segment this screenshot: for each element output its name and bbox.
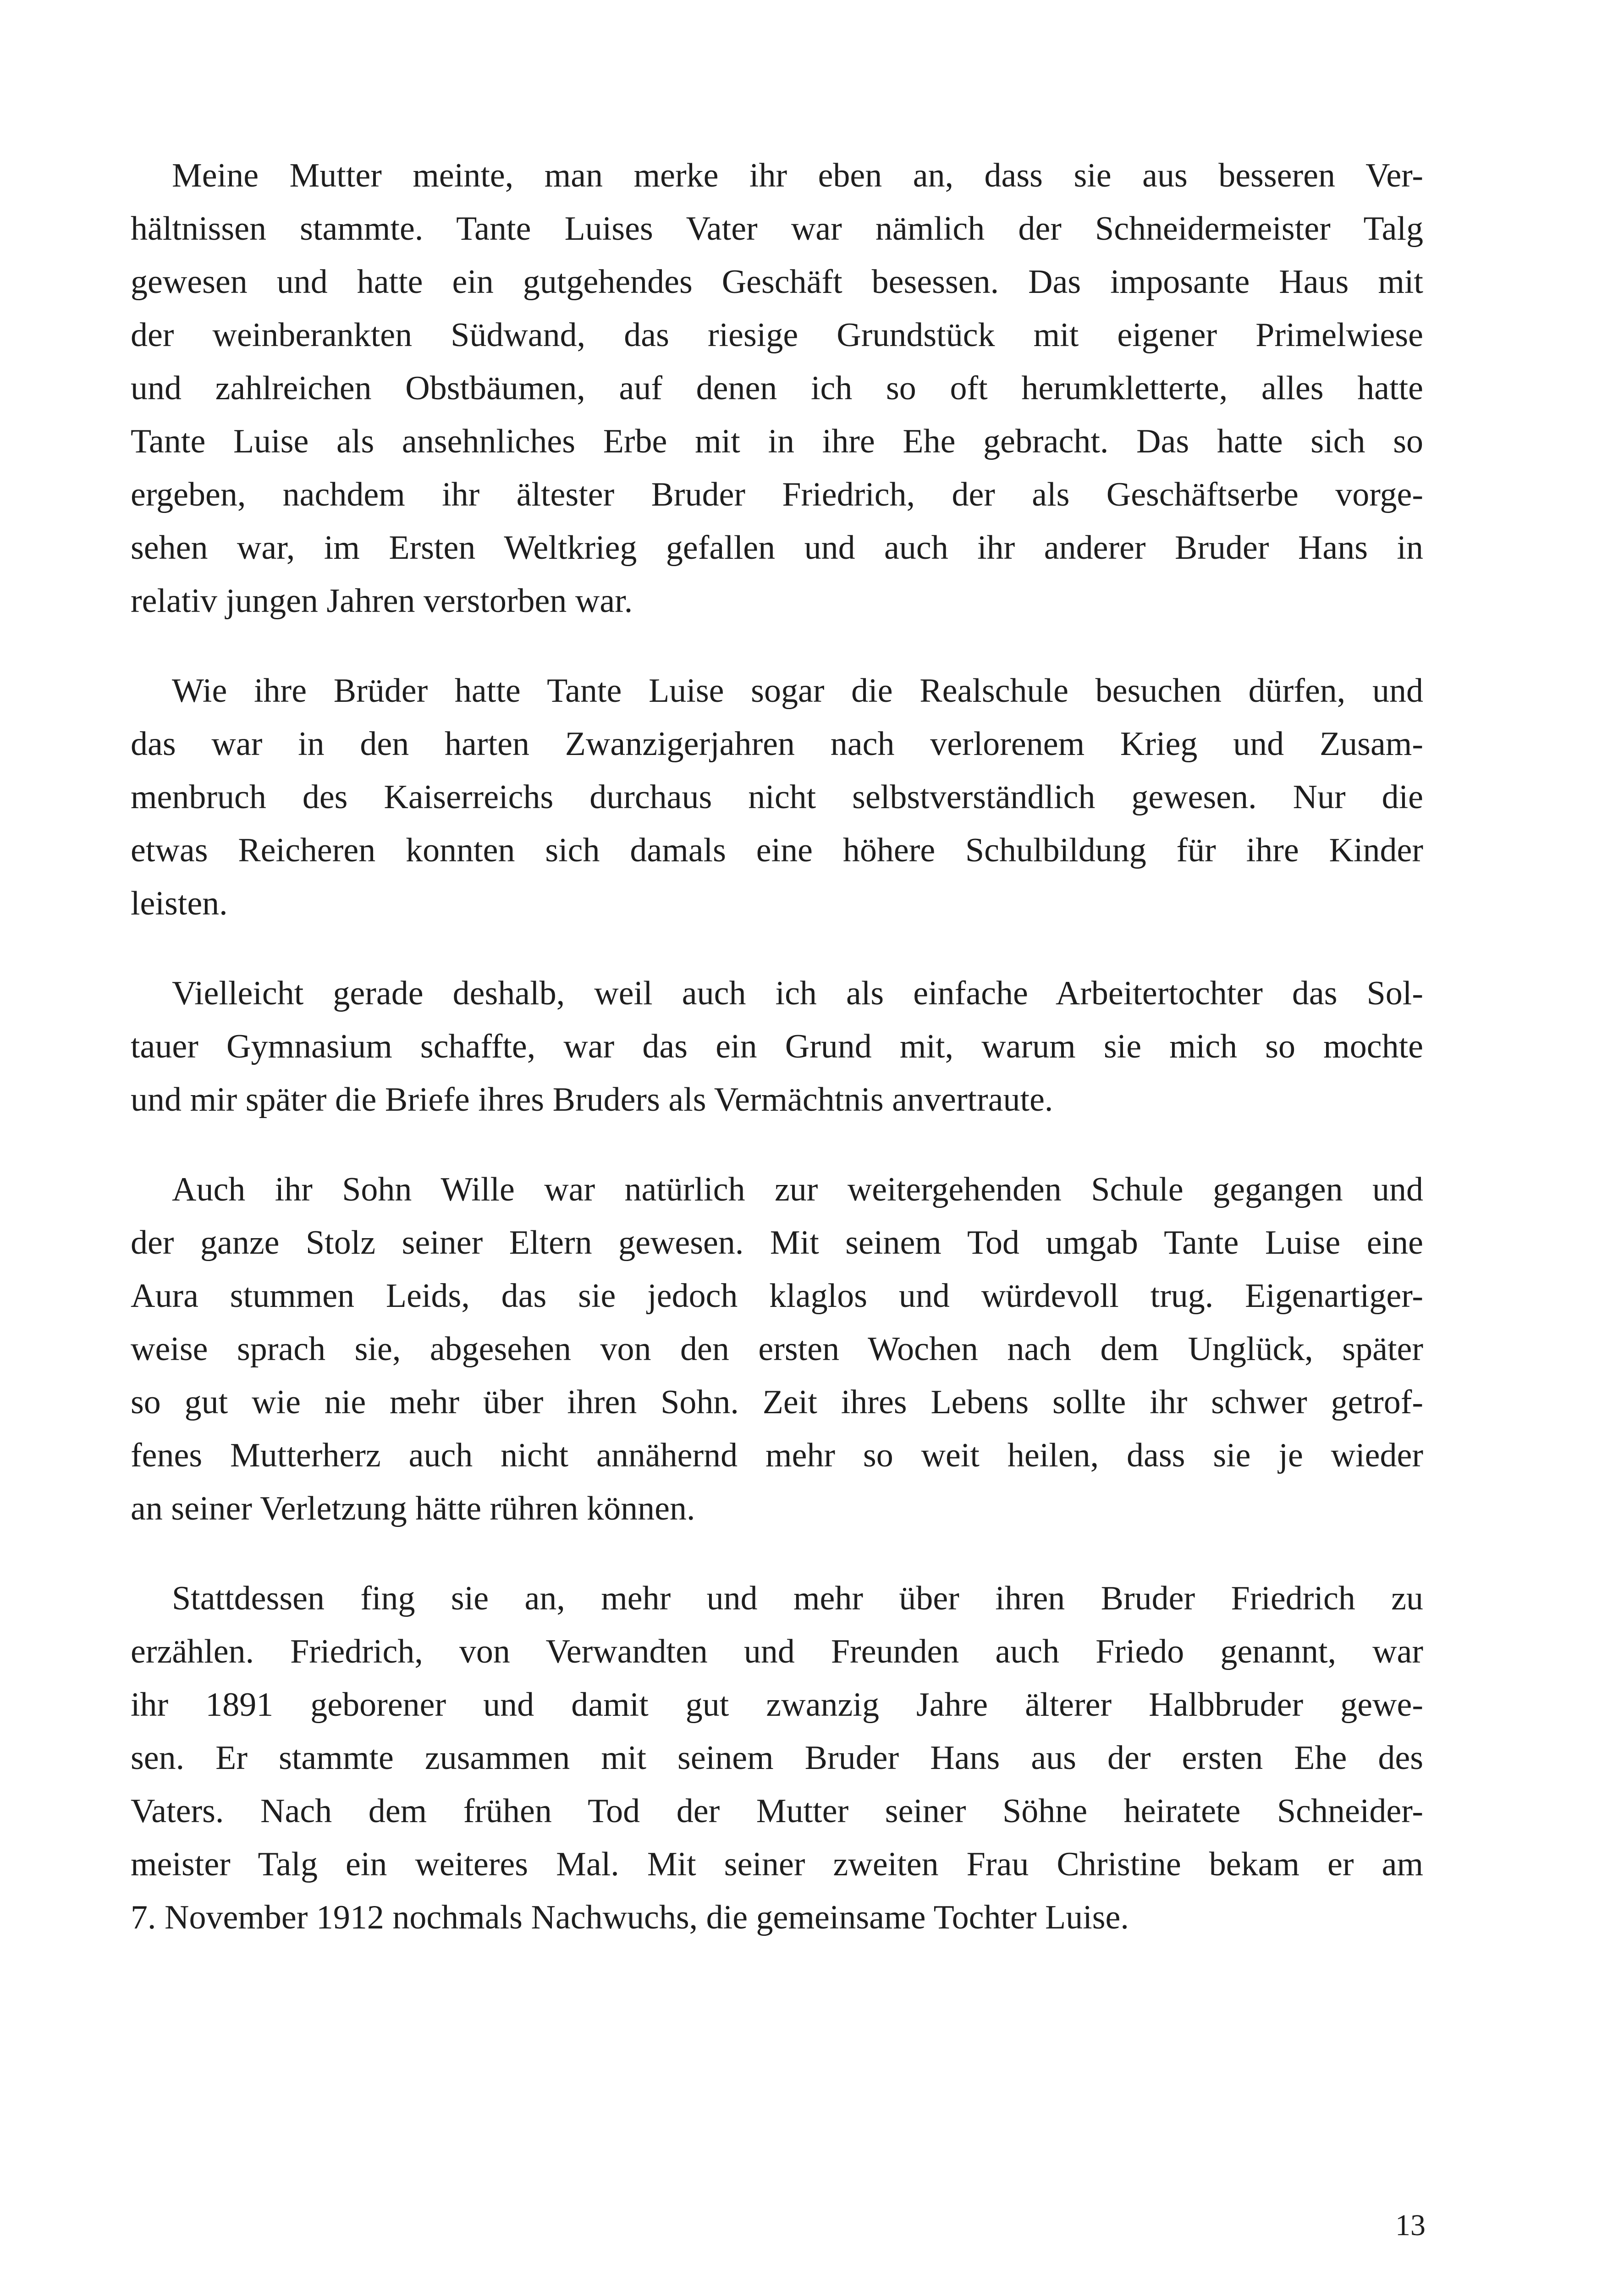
- text-line: Wie ihre Brüder hatte Tante Luise sogar die Realschule besuchen dürfen, und: [172, 672, 1423, 710]
- text-line: an seiner Verletzung hätte rühren können.: [131, 1490, 695, 1527]
- text-line: hältnissen stammte. Tante Luises Vater war nämlich der Schneidermeister Talg: [131, 210, 1423, 248]
- text-line: tauer Gymnasium schaffte, war das ein Grund mit, warum sie mich so mochte: [131, 1028, 1423, 1065]
- text-line: Auch ihr Sohn Wille war natürlich zur weitergehenden Schule gegangen und: [172, 1171, 1423, 1208]
- text-line: Meine Mutter meinte, man merke ihr eben an, dass sie aus besseren Ver-: [172, 157, 1423, 194]
- text-line: Tante Luise als ansehnliches Erbe mit in ihre Ehe gebracht. Das hatte sich so: [131, 423, 1423, 460]
- text-line: sehen war, im Ersten Weltkrieg gefallen und auch ihr anderer Bruder Hans in: [131, 529, 1423, 567]
- paragraph: [131, 1572, 1423, 1944]
- text-line: menbruch des Kaiserreichs durchaus nicht selbstverständlich gewesen. Nur die: [131, 778, 1423, 816]
- text-line: meister Talg ein weiteres Mal. Mit seiner zweiten Frau Christine bekam er am: [131, 1846, 1423, 1883]
- paragraph: [131, 1163, 1423, 1535]
- page-number: 13: [1395, 2209, 1426, 2242]
- text-line: ihr 1891 geborener und damit gut zwanzig Jahre älterer Halbbruder gewe-: [131, 1686, 1423, 1724]
- text-line: Stattdessen fing sie an, mehr und mehr über ihren Bruder Friedrich zu: [172, 1580, 1423, 1617]
- text-line: der ganze Stolz seiner Eltern gewesen. Mit seinem Tod umgab Tante Luise eine: [131, 1224, 1423, 1262]
- text-line: so gut wie nie mehr über ihren Sohn. Zeit ihres Lebens sollte ihr schwer getrof-: [131, 1383, 1423, 1421]
- text-line: der weinberankten Südwand, das riesige Grundstück mit eigener Primelwiese: [131, 316, 1423, 354]
- text-line: das war in den harten Zwanzigerjahren nach verlorenem Krieg und Zusam-: [131, 725, 1423, 763]
- text-line: und mir später die Briefe ihres Bruders als Vermächtnis anvertraute.: [131, 1081, 1053, 1118]
- paragraph: [131, 664, 1423, 930]
- text-line: Vaters. Nach dem frühen Tod der Mutter seiner Söhne heiratete Schneider-: [131, 1792, 1423, 1830]
- body-text: [131, 149, 1423, 1981]
- text-line: erzählen. Friedrich, von Verwandten und Freunden auch Friedo genannt, war: [131, 1633, 1423, 1670]
- paragraph: [131, 967, 1423, 1126]
- text-line: und zahlreichen Obstbäumen, auf denen ich so oft herumkletterte, alles hatte: [131, 369, 1423, 407]
- text-line: gewesen und hatte ein gutgehendes Geschäft besessen. Das imposante Haus mit: [131, 263, 1423, 301]
- text-line: weise sprach sie, abgesehen von den ersten Wochen nach dem Unglück, später: [131, 1330, 1423, 1368]
- text-line: etwas Reicheren konnten sich damals eine höhere Schulbildung für ihre Kinder: [131, 832, 1423, 869]
- text-line: fenes Mutterherz auch nicht annähernd mehr so weit heilen, dass sie je wieder: [131, 1437, 1423, 1474]
- text-line: ergeben, nachdem ihr ältester Bruder Friedrich, der als Geschäftserbe vorge-: [131, 476, 1423, 513]
- paragraph: [131, 149, 1423, 628]
- text-line: sen. Er stammte zusammen mit seinem Bruder Hans aus der ersten Ehe des: [131, 1739, 1423, 1777]
- text-line: 7. November 1912 nochmals Nachwuchs, die gemeinsame Tochter Luise.: [131, 1899, 1129, 1936]
- text-line: relativ jungen Jahren verstorben war.: [131, 582, 633, 620]
- text-line: Vielleicht gerade deshalb, weil auch ich als einfache Arbeitertochter das Sol-: [172, 975, 1423, 1012]
- text-line: Aura stummen Leids, das sie jedoch klaglos und würdevoll trug. Eigenartiger-: [131, 1277, 1423, 1315]
- text-line: leisten.: [131, 885, 228, 922]
